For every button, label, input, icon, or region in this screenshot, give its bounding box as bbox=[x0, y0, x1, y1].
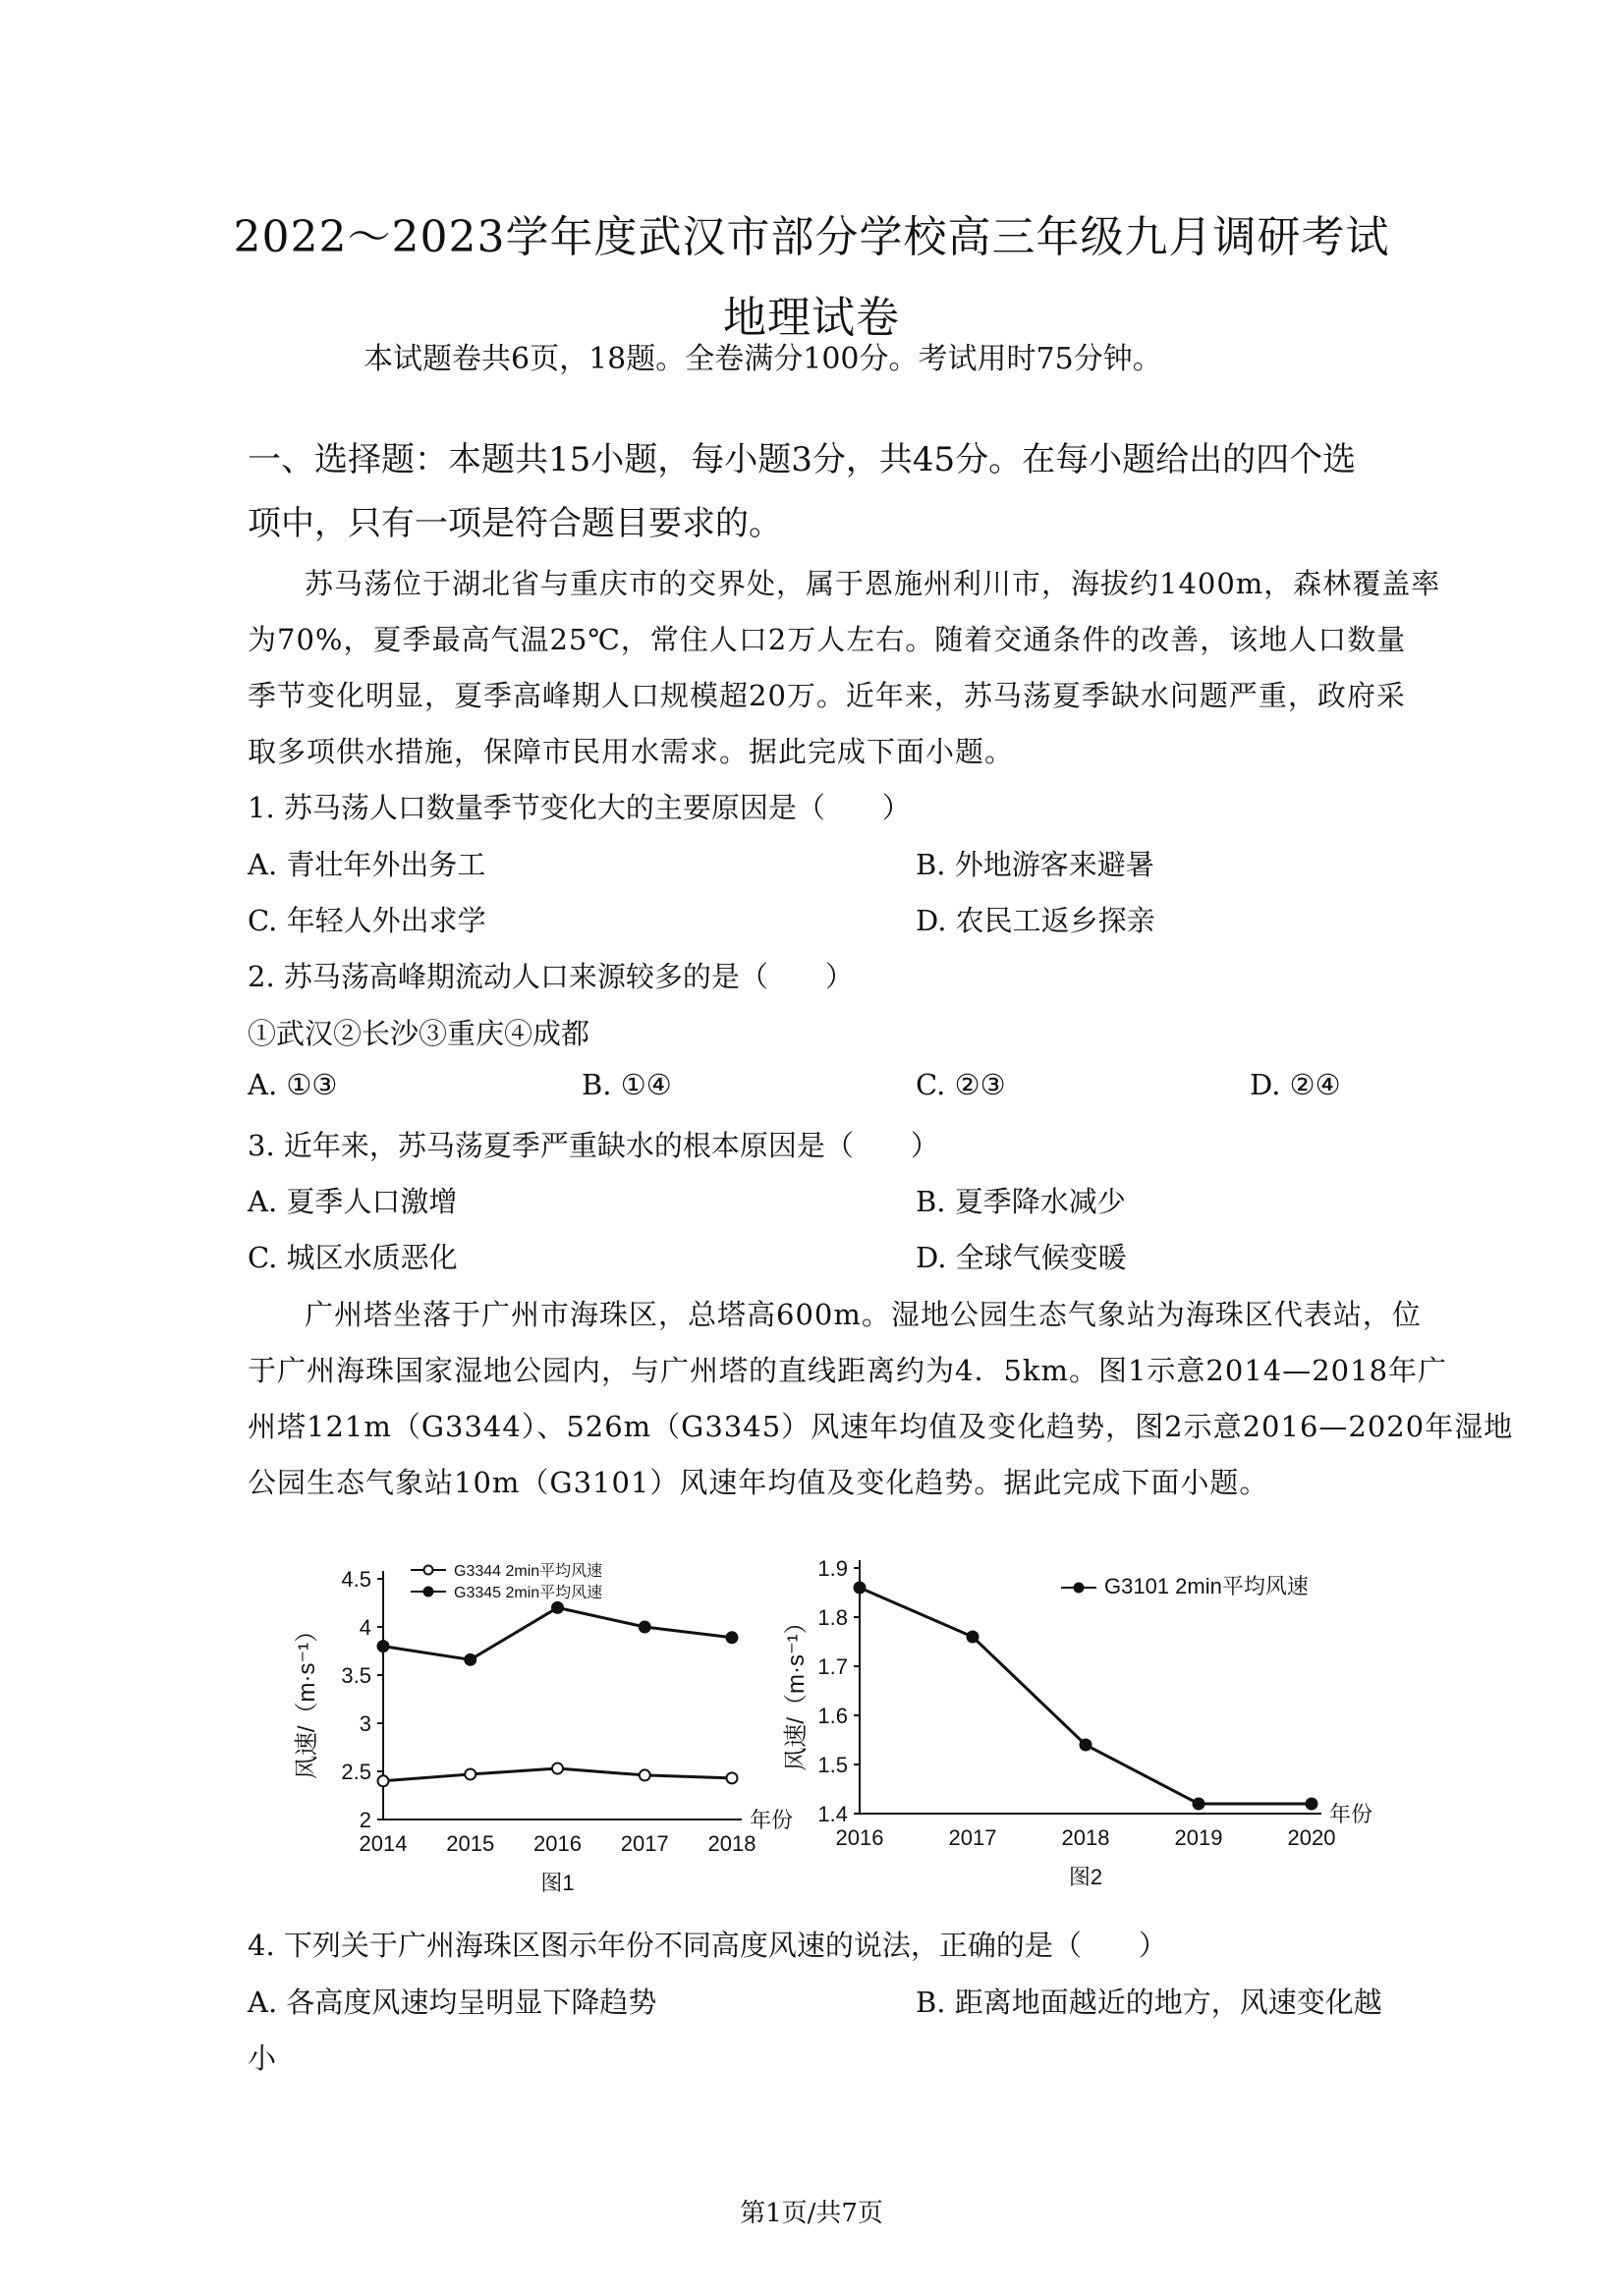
data-point bbox=[465, 1768, 476, 1779]
figure-caption: 图2 bbox=[1068, 1865, 1103, 1889]
data-point bbox=[552, 1602, 563, 1613]
passage1-line: 季节变化明显，夏季高峰期人口规模超20万。近年来，苏马荡夏季缺水问题严重，政府采 bbox=[248, 679, 1406, 712]
y-tick-label: 1.8 bbox=[817, 1605, 848, 1630]
data-point bbox=[552, 1764, 563, 1774]
question-1-option-c: C. 年轻人外出求学 bbox=[248, 904, 486, 937]
x-tick-label: 2017 bbox=[948, 1825, 997, 1850]
y-tick-label: 3 bbox=[359, 1711, 371, 1736]
y-tick-label: 1.9 bbox=[817, 1556, 848, 1581]
question-3-option-c: C. 城区水质恶化 bbox=[248, 1241, 458, 1274]
data-point bbox=[727, 1632, 738, 1643]
exam-title: 2022～2023学年度武汉市部分学校高三年级九月调研考试 bbox=[233, 212, 1390, 262]
question-3-option-d: D. 全球气候变暖 bbox=[916, 1241, 1127, 1274]
x-tick-label: 2016 bbox=[533, 1831, 582, 1856]
y-tick-label: 3.5 bbox=[341, 1663, 371, 1688]
x-tick-label: 2018 bbox=[707, 1831, 756, 1856]
question-1-option-b: B. 外地游客来避暑 bbox=[916, 848, 1154, 881]
section-heading-line1: 一、选择题：本题共15小题，每小题3分，共45分。在每小题给出的四个选 bbox=[248, 440, 1357, 479]
data-point bbox=[378, 1775, 389, 1786]
x-tick-label: 2017 bbox=[620, 1831, 669, 1856]
y-tick-label: 4 bbox=[359, 1615, 371, 1640]
exam-subject-title: 地理试卷 bbox=[723, 293, 900, 343]
passage2-line: 于广州海珠国家湿地公园内，与广州塔的直线距离约为4．5km。图1示意2014—2018年广 bbox=[248, 1354, 1448, 1387]
question-3-option-a: A. 夏季人口激增 bbox=[248, 1185, 458, 1218]
y-tick-label: 1.7 bbox=[817, 1654, 848, 1679]
question-2-option-c: C. ②③ bbox=[916, 1068, 1006, 1101]
y-axis-label: 风速/（m·s⁻¹） bbox=[783, 1610, 810, 1771]
legend-entry: G3344 2min平均风速 bbox=[454, 1563, 603, 1580]
question-1-option-a: A. 青壮年外出务工 bbox=[248, 848, 486, 881]
data-point bbox=[640, 1622, 650, 1633]
passage1-line: 取多项供水措施，保障市民用水需求。据此完成下面小题。 bbox=[248, 735, 1015, 768]
question-2-option-a: A. ①③ bbox=[248, 1068, 338, 1101]
data-point bbox=[378, 1641, 389, 1652]
y-tick-label: 1.5 bbox=[817, 1753, 848, 1777]
question-4-stem: 4. 下列关于广州海珠区图示年份不同高度风速的说法，正确的是（ ） bbox=[248, 1929, 1167, 1962]
figure-caption: 图1 bbox=[540, 1871, 575, 1895]
x-tick-label: 2016 bbox=[835, 1825, 884, 1850]
x-tick-label: 2020 bbox=[1287, 1825, 1336, 1850]
question-1-option-d: D. 农民工返乡探亲 bbox=[916, 904, 1155, 937]
legend-marker bbox=[424, 1566, 433, 1575]
y-tick-label: 1.4 bbox=[817, 1802, 848, 1826]
figure-2-chart bbox=[776, 1552, 1385, 1906]
passage2-line: 广州塔坐落于广州市海珠区，总塔高600m。湿地公园生态气象站为海珠区代表站，位 bbox=[305, 1298, 1422, 1331]
y-tick-label: 4.5 bbox=[341, 1567, 371, 1592]
page-footer: 第1页/共7页 bbox=[740, 2199, 883, 2228]
x-axis-label: 年份 bbox=[750, 1808, 794, 1832]
x-tick-label: 2018 bbox=[1061, 1825, 1110, 1850]
data-point bbox=[1081, 1740, 1091, 1751]
legend-marker bbox=[1075, 1584, 1084, 1593]
series-line bbox=[860, 1588, 1312, 1804]
passage1-line: 为70%，夏季最高气温25℃，常住人口2万人左右。随着交通条件的改善，该地人口数量 bbox=[248, 623, 1407, 656]
passage1-line: 苏马荡位于湖北省与重庆市的交界处，属于恩施州利川市，海拔约1400m，森林覆盖率 bbox=[305, 567, 1441, 600]
question-4-option-b-continued: 小 bbox=[248, 2042, 277, 2075]
legend-marker bbox=[424, 1588, 433, 1596]
y-tick-label: 1.6 bbox=[817, 1704, 848, 1728]
data-point bbox=[968, 1632, 979, 1643]
legend-entry: G3101 2min平均风速 bbox=[1104, 1574, 1309, 1598]
question-3-option-b: B. 夏季降水减少 bbox=[916, 1185, 1126, 1218]
data-point bbox=[465, 1654, 476, 1665]
data-point bbox=[727, 1772, 738, 1783]
question-2-option-d: D. ②④ bbox=[1250, 1068, 1341, 1101]
series-line bbox=[383, 1607, 732, 1659]
y-tick-label: 2 bbox=[359, 1808, 371, 1832]
section-heading-line2: 项中，只有一项是符合题目要求的。 bbox=[248, 504, 782, 543]
question-2-stem: 2. 苏马荡高峰期流动人口来源较多的是（ ） bbox=[248, 960, 854, 993]
x-tick-label: 2019 bbox=[1174, 1825, 1223, 1850]
question-2-option-b: B. ①④ bbox=[582, 1068, 672, 1101]
question-3-stem: 3. 近年来，苏马荡夏季严重缺水的根本原因是（ ） bbox=[248, 1129, 939, 1162]
question-2-items: ①武汉②长沙③重庆④成都 bbox=[248, 1017, 590, 1050]
y-axis-label: 风速/（m·s⁻¹） bbox=[294, 1618, 320, 1780]
y-tick-label: 2.5 bbox=[341, 1760, 371, 1784]
question-4-option-a: A. 各高度风速均呈明显下降趋势 bbox=[248, 1986, 657, 2019]
x-axis-label: 年份 bbox=[1329, 1802, 1373, 1826]
figure-1-chart bbox=[285, 1552, 794, 1906]
x-tick-label: 2014 bbox=[359, 1831, 408, 1856]
question-1-stem: 1. 苏马荡人口数量季节变化大的主要原因是（ ） bbox=[248, 791, 911, 824]
data-point bbox=[1194, 1799, 1204, 1810]
exam-intro: 本试题卷共6页，18题。全卷满分100分。考试用时75分钟。 bbox=[364, 342, 1162, 376]
question-4-option-b: B. 距离地面越近的地方，风速变化越 bbox=[916, 1986, 1382, 2019]
passage2-line: 公园生态气象站10m（G3101）风速年均值及变化趋势。据此完成下面小题。 bbox=[248, 1466, 1269, 1499]
data-point bbox=[855, 1583, 866, 1594]
data-point bbox=[640, 1769, 650, 1780]
legend-entry: G3345 2min平均风速 bbox=[454, 1585, 603, 1601]
data-point bbox=[1307, 1799, 1317, 1810]
x-tick-label: 2015 bbox=[446, 1831, 495, 1856]
passage2-line: 州塔121m（G3344）、526m（G3345）风速年均值及变化趋势，图2示意2016—2020年湿地 bbox=[248, 1410, 1514, 1443]
